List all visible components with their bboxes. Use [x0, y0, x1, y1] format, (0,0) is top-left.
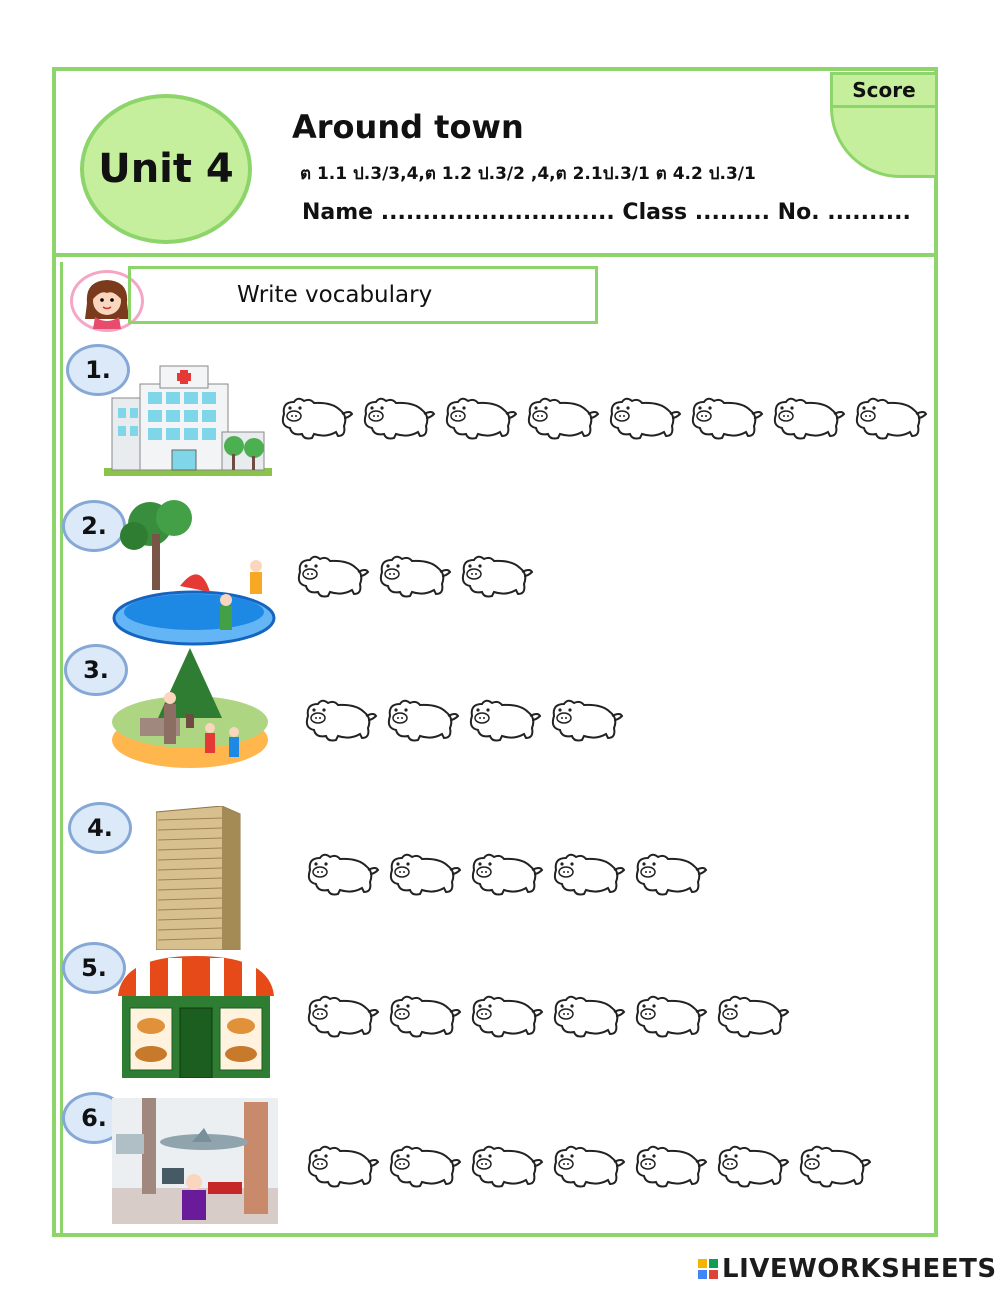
instruction-box [128, 266, 598, 324]
letter-box-input[interactable] [546, 1140, 626, 1190]
letter-box-input[interactable] [462, 694, 542, 744]
letter-box-input[interactable] [464, 1140, 544, 1190]
score-label: Score [852, 78, 916, 102]
letter-box-row [298, 694, 624, 744]
park-pond-picture [110, 500, 276, 654]
letter-box-input[interactable] [382, 848, 462, 898]
unit-label: Unit 4 [98, 146, 234, 192]
letter-box-input[interactable] [290, 550, 370, 600]
name-class-number-line: Name ............................ Class ......... No. .......... [302, 200, 911, 225]
letter-box-input[interactable] [792, 1140, 872, 1190]
brand-text: LIVEWORKSHEETS [722, 1254, 997, 1284]
letter-box-input[interactable] [766, 392, 846, 442]
letter-box-input[interactable] [382, 990, 462, 1040]
letter-box-input[interactable] [274, 392, 354, 442]
letter-box-input[interactable] [848, 392, 928, 442]
letter-box-input[interactable] [628, 1140, 708, 1190]
letter-box-input[interactable] [602, 392, 682, 442]
score-label-box [830, 72, 938, 108]
letter-box-input[interactable] [300, 848, 380, 898]
liveworksheets-logo [698, 1254, 997, 1284]
item-number-badge [62, 942, 126, 994]
header-divider [52, 253, 938, 257]
letter-box-input[interactable] [710, 990, 790, 1040]
instruction-label: Write vocabulary [237, 282, 433, 308]
item-number: 2. [81, 512, 107, 540]
letter-box-input[interactable] [464, 848, 544, 898]
page-title: Around town [292, 108, 524, 146]
letter-box-input[interactable] [710, 1140, 790, 1190]
letter-box-input[interactable] [300, 990, 380, 1040]
letter-box-input[interactable] [684, 392, 764, 442]
letter-box-input[interactable] [628, 848, 708, 898]
letter-box-row [290, 550, 534, 600]
item-number: 6. [81, 1104, 107, 1132]
park-picture [110, 648, 272, 772]
item-number: 4. [87, 814, 113, 842]
unit-badge [80, 94, 252, 244]
letter-box-row [300, 848, 708, 898]
airport-picture [112, 1098, 278, 1228]
hospital-picture [104, 362, 272, 480]
item-number: 3. [83, 656, 109, 684]
letter-box-row [274, 392, 928, 442]
letter-box-input[interactable] [382, 1140, 462, 1190]
letter-box-input[interactable] [454, 550, 534, 600]
item-number-badge [68, 802, 132, 854]
letter-box-input[interactable] [438, 392, 518, 442]
letter-box-row [300, 1140, 872, 1190]
letter-box-input[interactable] [300, 1140, 380, 1190]
letter-box-input[interactable] [380, 694, 460, 744]
letter-box-input[interactable] [464, 990, 544, 1040]
item-number: 1. [85, 356, 111, 384]
item-number: 5. [81, 954, 107, 982]
standards-codes: ต 1.1 ป.3/3,4,ต 1.2 ป.3/2 ,4,ต 2.1ป.3/1 ต 4.2 ป.3/1 [300, 164, 756, 184]
letter-box-row [300, 990, 790, 1040]
letter-box-input[interactable] [544, 694, 624, 744]
letter-box-input[interactable] [372, 550, 452, 600]
letter-box-input[interactable] [546, 848, 626, 898]
letter-box-input[interactable] [628, 990, 708, 1040]
tower-building-picture [156, 806, 242, 954]
letter-box-input[interactable] [520, 392, 600, 442]
letter-box-input[interactable] [546, 990, 626, 1040]
letter-box-input[interactable] [298, 694, 378, 744]
bakery-picture [118, 956, 274, 1082]
logo-blocks-icon [698, 1259, 718, 1279]
letter-box-input[interactable] [356, 392, 436, 442]
